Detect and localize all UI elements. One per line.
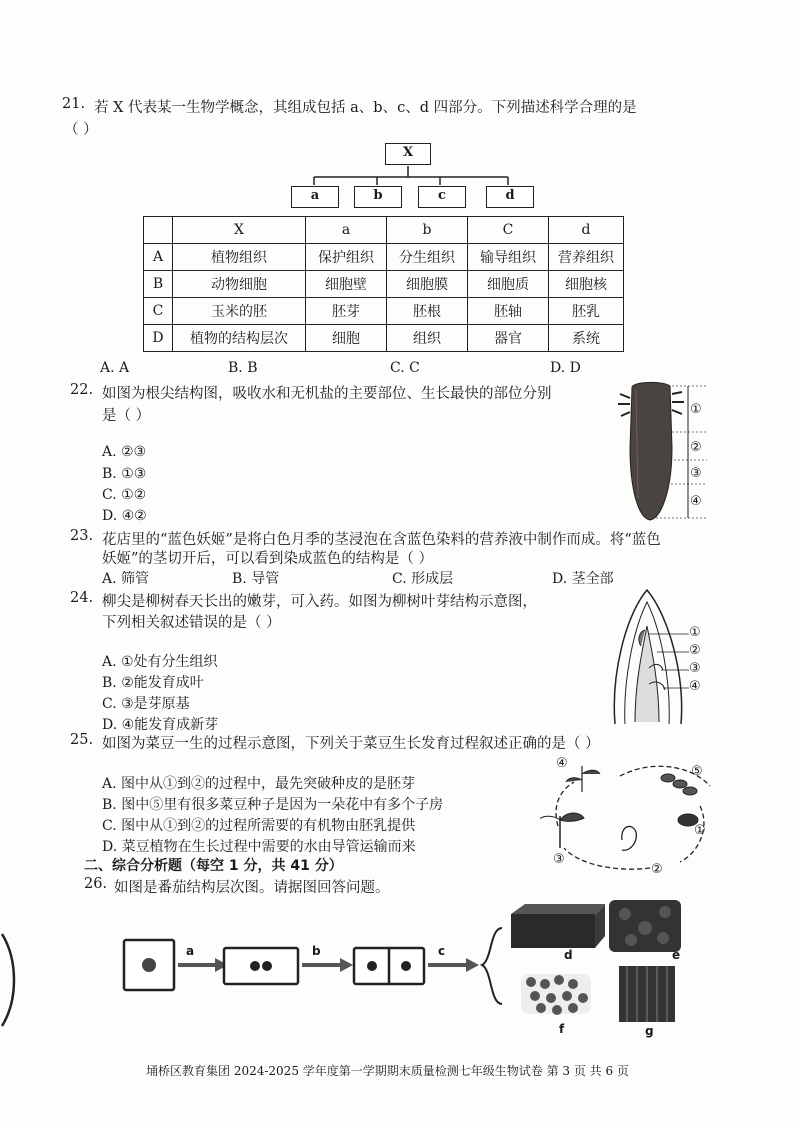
diagram-root-x: X xyxy=(385,143,431,165)
table-header-cell: b xyxy=(387,217,468,244)
q24-stem: 柳尖是柳树春天长出的嫩芽，可入药。如图为柳树叶芽结构示意图， xyxy=(102,594,537,610)
q23-number: 23. xyxy=(70,528,94,544)
q24-option-c[interactable]: C. ③是芽原基 xyxy=(102,696,190,712)
leaf-bud-figure xyxy=(605,586,690,726)
q23-option-a[interactable]: A. 筛管 xyxy=(102,571,150,587)
tissue-label-e: e xyxy=(672,948,681,962)
root-label-2: ② xyxy=(690,440,702,455)
tissue-label-d: d xyxy=(564,948,573,962)
table-cell: A xyxy=(144,244,173,271)
table-cell: 植物的结构层次 xyxy=(173,325,306,352)
diagram-node-c: c xyxy=(418,186,466,208)
q26-stem: 如图是番茄结构层次图。请据图回答问题。 xyxy=(114,880,390,896)
diagram-node-d: d xyxy=(486,186,534,208)
tissue-images xyxy=(505,898,690,1043)
q23-option-d[interactable]: D. 茎全部 xyxy=(552,571,614,587)
table-cell: 胚芽 xyxy=(306,298,387,325)
q22-option-c[interactable]: C. ①② xyxy=(102,487,147,503)
table-cell: 细胞质 xyxy=(468,271,549,298)
q25-option-a[interactable]: A. 图中从①到②的过程中，最先突破种皮的是胚芽 xyxy=(102,776,416,792)
q25-option-b[interactable]: B. 图中⑤里有很多菜豆种子是因为一朵花中有多个子房 xyxy=(102,797,444,813)
table-header-cell: C xyxy=(468,217,549,244)
bean-label-5: ⑤ xyxy=(691,764,703,779)
q25-option-d[interactable]: D. 菜豆植物在生长过程中需要的水由导管运输而来 xyxy=(102,839,416,855)
table-header-cell: X xyxy=(173,217,306,244)
table-cell: 玉米的胚 xyxy=(173,298,306,325)
table-cell: D xyxy=(144,325,173,352)
q22-option-a[interactable]: A. ②③ xyxy=(102,444,147,460)
tissue-label-g: g xyxy=(645,1024,654,1038)
diagram-node-a: a xyxy=(291,186,339,208)
q22-option-d[interactable]: D. ④② xyxy=(102,508,147,524)
arrow-label-b: b xyxy=(312,944,321,958)
bud-label-1: ① xyxy=(689,625,701,640)
arrow-label-a: a xyxy=(186,944,195,958)
table-cell: 细胞膜 xyxy=(387,271,468,298)
q21-stem: 若 X 代表某一生物学概念，其组成包括 a、b、c、d 四部分。下列描述科学合理的是 xyxy=(94,100,637,116)
table-cell: 系统 xyxy=(549,325,624,352)
table-cell: 胚根 xyxy=(387,298,468,325)
q23-option-c[interactable]: C. 形成层 xyxy=(392,571,454,587)
diagram-node-b: b xyxy=(354,186,402,208)
root-label-4: ④ xyxy=(690,494,702,509)
root-label-1: ① xyxy=(690,402,702,417)
table-cell: 动物细胞 xyxy=(173,271,306,298)
bud-label-2: ② xyxy=(689,643,701,658)
table-cell: C xyxy=(144,298,173,325)
section-2-title: 二、综合分析题（每空 1 分，共 41 分） xyxy=(84,858,343,874)
table-cell: 细胞核 xyxy=(549,271,624,298)
bud-label-3: ③ xyxy=(689,661,701,676)
table-cell: 细胞壁 xyxy=(306,271,387,298)
table-cell: B xyxy=(144,271,173,298)
q21-option-c[interactable]: C. C xyxy=(390,360,420,376)
table-cell: 分生组织 xyxy=(387,244,468,271)
arrow-label-c: c xyxy=(438,944,446,958)
q22-number: 22. xyxy=(70,382,94,398)
bean-label-1: ① xyxy=(694,823,706,838)
q23-option-b[interactable]: B. 导管 xyxy=(232,571,280,587)
page-footer: 埇桥区教育集团 2024-2025 学年度第一学期期末质量检测七年级生物试卷 第 3 页 共 6 页 xyxy=(146,1064,629,1078)
q23-stem-line2: 妖姬”的茎切开后，可以看到染成蓝色的结构是（ ） xyxy=(102,551,434,567)
q25-stem: 如图为菜豆一生的过程示意图，下列关于菜豆生长发育过程叙述正确的是（ ） xyxy=(102,736,600,752)
root-label-3: ③ xyxy=(690,466,702,481)
q26-number: 26. xyxy=(84,876,108,892)
table-row xyxy=(144,325,624,352)
bean-label-4: ④ xyxy=(556,756,568,771)
table-cell: 营养组织 xyxy=(549,244,624,271)
cell-division-figure xyxy=(120,920,520,1010)
q22-option-b[interactable]: B. ①③ xyxy=(102,466,147,482)
table-header-cell: d xyxy=(549,217,624,244)
q21-option-a[interactable]: A. A xyxy=(100,360,130,376)
table-cell: 器官 xyxy=(468,325,549,352)
root-tip-figure xyxy=(612,378,722,526)
q24-option-a[interactable]: A. ①处有分生组织 xyxy=(102,654,218,670)
table-cell: 胚乳 xyxy=(549,298,624,325)
table-header-cell: a xyxy=(306,217,387,244)
table-cell: 保护组织 xyxy=(306,244,387,271)
table-cell: 胚轴 xyxy=(468,298,549,325)
q24-option-b[interactable]: B. ②能发育成叶 xyxy=(102,675,204,691)
table-row xyxy=(144,298,624,325)
q22-stem-line2: 是（ ） xyxy=(102,408,151,424)
q25-number: 25. xyxy=(70,732,94,748)
q21-paren: （ ） xyxy=(64,122,98,138)
table-cell: 输导组织 xyxy=(468,244,549,271)
binding-margin-arc xyxy=(0,930,18,1030)
q25-option-c[interactable]: C. 图中从①到②的过程所需要的有机物由胚乳提供 xyxy=(102,818,416,834)
bud-label-4: ④ xyxy=(689,679,701,694)
q23-stem: 花店里的“蓝色妖姬”是将白色月季的茎浸泡在含蓝色染料的营养液中制作而成。将“蓝色 xyxy=(102,532,661,548)
concept-table xyxy=(143,216,624,352)
table-header-row xyxy=(144,217,624,244)
tissue-label-f: f xyxy=(559,1022,565,1036)
q21-option-b[interactable]: B. B xyxy=(228,360,258,376)
q24-stem-line2: 下列相关叙述错误的是（ ） xyxy=(102,615,281,631)
bean-label-2: ② xyxy=(651,862,663,877)
q21-number: 21. xyxy=(62,96,86,112)
table-row xyxy=(144,244,624,271)
table-header-cell xyxy=(144,217,173,244)
table-cell: 组织 xyxy=(387,325,468,352)
table-cell: 细胞 xyxy=(306,325,387,352)
q24-option-d[interactable]: D. ④能发育成新芽 xyxy=(102,717,219,733)
q22-stem: 如图为根尖结构图，吸收水和无机盐的主要部位、生长最快的部位分别 xyxy=(102,386,552,402)
table-cell: 植物组织 xyxy=(173,244,306,271)
q24-number: 24. xyxy=(70,590,94,606)
table-row xyxy=(144,271,624,298)
q21-option-d[interactable]: D. D xyxy=(550,360,581,376)
bean-label-3: ③ xyxy=(553,852,565,867)
